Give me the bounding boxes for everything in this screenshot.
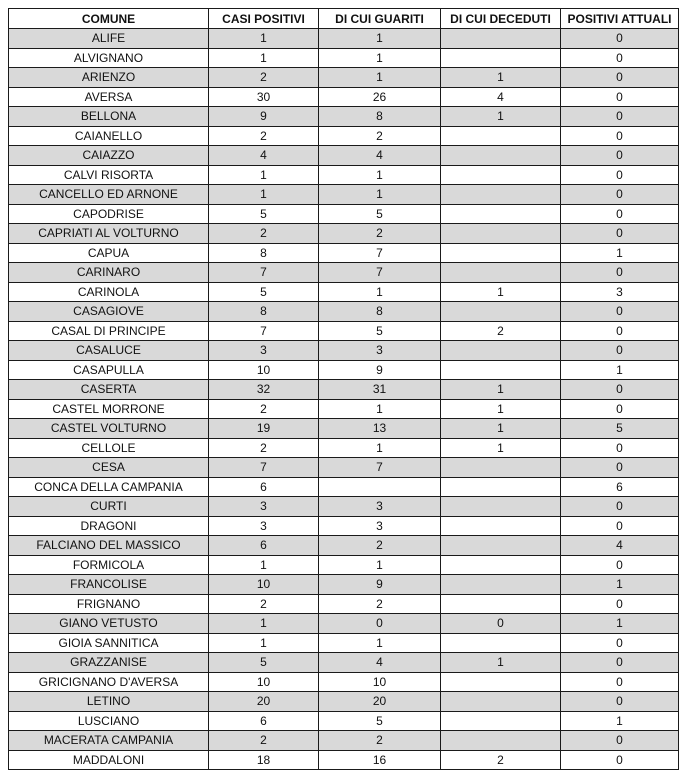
- table-row: [9, 497, 679, 517]
- cell-casi-positivi: 2: [209, 399, 319, 419]
- table-row: [9, 185, 679, 205]
- cell-positivi-attuali: 1: [561, 614, 679, 634]
- cell-positivi-attuali: 0: [561, 438, 679, 458]
- table-row: [9, 165, 679, 185]
- table-row: [9, 458, 679, 478]
- cell-deceduti: [441, 302, 561, 322]
- cell-deceduti: [441, 458, 561, 478]
- cell-deceduti: [441, 165, 561, 185]
- cell-positivi-attuali: 0: [561, 224, 679, 244]
- cell-guariti: 0: [319, 614, 441, 634]
- cell-comune: FRANCOLISE: [9, 575, 209, 595]
- cell-comune: CESA: [9, 458, 209, 478]
- cell-casi-positivi: 10: [209, 575, 319, 595]
- table-row: [9, 107, 679, 127]
- cell-positivi-attuali: 0: [561, 48, 679, 68]
- cell-guariti: 1: [319, 399, 441, 419]
- cell-positivi-attuali: 0: [561, 380, 679, 400]
- cell-positivi-attuali: 0: [561, 165, 679, 185]
- cell-positivi-attuali: 0: [561, 633, 679, 653]
- cell-guariti: 2: [319, 224, 441, 244]
- table-row: [9, 711, 679, 731]
- cell-deceduti: [441, 575, 561, 595]
- cell-deceduti: [441, 672, 561, 692]
- cell-guariti: 7: [319, 243, 441, 263]
- cell-positivi-attuali: 0: [561, 672, 679, 692]
- cell-comune: GIANO VETUSTO: [9, 614, 209, 634]
- cell-casi-positivi: 1: [209, 165, 319, 185]
- cell-comune: FALCIANO DEL MASSICO: [9, 536, 209, 556]
- table-row: [9, 126, 679, 146]
- cell-deceduti: 1: [441, 419, 561, 439]
- cell-comune: CAIAZZO: [9, 146, 209, 166]
- cell-deceduti: [441, 185, 561, 205]
- covid-cases-table: [8, 8, 679, 770]
- cell-positivi-attuali: 0: [561, 497, 679, 517]
- cell-casi-positivi: 7: [209, 458, 319, 478]
- table-row: [9, 29, 679, 49]
- cell-comune: CARINARO: [9, 263, 209, 283]
- cell-guariti: 1: [319, 633, 441, 653]
- cell-positivi-attuali: 1: [561, 360, 679, 380]
- cell-casi-positivi: 1: [209, 29, 319, 49]
- cell-guariti: 13: [319, 419, 441, 439]
- cell-casi-positivi: 6: [209, 477, 319, 497]
- cell-comune: CASAL DI PRINCIPE: [9, 321, 209, 341]
- cell-comune: CASTEL VOLTURNO: [9, 419, 209, 439]
- cell-comune: FRIGNANO: [9, 594, 209, 614]
- cell-comune: CANCELLO ED ARNONE: [9, 185, 209, 205]
- cell-positivi-attuali: 0: [561, 653, 679, 673]
- table-row: [9, 282, 679, 302]
- cell-deceduti: [441, 692, 561, 712]
- header-casi-positivi: CASI POSITIVI: [209, 9, 319, 29]
- cell-deceduti: 1: [441, 68, 561, 88]
- cell-positivi-attuali: 0: [561, 341, 679, 361]
- cell-deceduti: 1: [441, 399, 561, 419]
- cell-guariti: 5: [319, 321, 441, 341]
- cell-guariti: 9: [319, 575, 441, 595]
- cell-positivi-attuali: 3: [561, 282, 679, 302]
- cell-deceduti: 2: [441, 750, 561, 770]
- cell-casi-positivi: 2: [209, 594, 319, 614]
- cell-casi-positivi: 8: [209, 243, 319, 263]
- table-row: [9, 731, 679, 751]
- table-row: [9, 555, 679, 575]
- cell-casi-positivi: 30: [209, 87, 319, 107]
- header-deceduti: DI CUI DECEDUTI: [441, 9, 561, 29]
- cell-positivi-attuali: 0: [561, 399, 679, 419]
- table-row: [9, 672, 679, 692]
- cell-comune: CASERTA: [9, 380, 209, 400]
- cell-positivi-attuali: 0: [561, 458, 679, 478]
- cell-guariti: 1: [319, 48, 441, 68]
- cell-deceduti: [441, 126, 561, 146]
- cell-casi-positivi: 5: [209, 282, 319, 302]
- cell-deceduti: [441, 594, 561, 614]
- table-row: [9, 653, 679, 673]
- cell-guariti: 1: [319, 555, 441, 575]
- cell-deceduti: 1: [441, 107, 561, 127]
- cell-positivi-attuali: 0: [561, 321, 679, 341]
- table-row: [9, 633, 679, 653]
- cell-guariti: 2: [319, 731, 441, 751]
- cell-positivi-attuali: 0: [561, 146, 679, 166]
- cell-deceduti: [441, 341, 561, 361]
- cell-casi-positivi: 20: [209, 692, 319, 712]
- table-row: [9, 750, 679, 770]
- cell-guariti: 1: [319, 29, 441, 49]
- table-row: [9, 146, 679, 166]
- cell-comune: BELLONA: [9, 107, 209, 127]
- cell-positivi-attuali: 4: [561, 536, 679, 556]
- cell-guariti: 2: [319, 536, 441, 556]
- table-row: [9, 87, 679, 107]
- cell-casi-positivi: 19: [209, 419, 319, 439]
- table-row: [9, 204, 679, 224]
- table-row: [9, 68, 679, 88]
- cell-deceduti: 1: [441, 653, 561, 673]
- cell-positivi-attuali: 0: [561, 185, 679, 205]
- cell-deceduti: [441, 497, 561, 517]
- cell-guariti: 5: [319, 711, 441, 731]
- cell-positivi-attuali: 0: [561, 731, 679, 751]
- cell-casi-positivi: 4: [209, 146, 319, 166]
- cell-guariti: 3: [319, 516, 441, 536]
- cell-positivi-attuali: 6: [561, 477, 679, 497]
- header-row: [9, 9, 679, 29]
- cell-guariti: 8: [319, 107, 441, 127]
- cell-positivi-attuali: 1: [561, 711, 679, 731]
- table-row: [9, 438, 679, 458]
- cell-comune: CAPRIATI AL VOLTURNO: [9, 224, 209, 244]
- cell-guariti: 16: [319, 750, 441, 770]
- cell-casi-positivi: 32: [209, 380, 319, 400]
- cell-casi-positivi: 9: [209, 107, 319, 127]
- cell-guariti: 26: [319, 87, 441, 107]
- cell-positivi-attuali: 1: [561, 575, 679, 595]
- cell-deceduti: [441, 263, 561, 283]
- cell-deceduti: [441, 711, 561, 731]
- cell-casi-positivi: 10: [209, 672, 319, 692]
- cell-casi-positivi: 3: [209, 516, 319, 536]
- cell-casi-positivi: 6: [209, 536, 319, 556]
- header-comune: COMUNE: [9, 9, 209, 29]
- cell-guariti: 7: [319, 458, 441, 478]
- cell-comune: ARIENZO: [9, 68, 209, 88]
- table-row: [9, 321, 679, 341]
- cell-comune: CALVI RISORTA: [9, 165, 209, 185]
- cell-guariti: 9: [319, 360, 441, 380]
- cell-comune: LETINO: [9, 692, 209, 712]
- cell-positivi-attuali: 0: [561, 87, 679, 107]
- cell-comune: GRICIGNANO D'AVERSA: [9, 672, 209, 692]
- cell-deceduti: [441, 633, 561, 653]
- cell-comune: CAIANELLO: [9, 126, 209, 146]
- table-row: [9, 419, 679, 439]
- cell-positivi-attuali: 0: [561, 204, 679, 224]
- table-row: [9, 302, 679, 322]
- cell-comune: GRAZZANISE: [9, 653, 209, 673]
- cell-casi-positivi: 6: [209, 711, 319, 731]
- table-row: [9, 224, 679, 244]
- table-row: [9, 575, 679, 595]
- cell-guariti: 2: [319, 594, 441, 614]
- cell-comune: CASAGIOVE: [9, 302, 209, 322]
- table-row: [9, 516, 679, 536]
- cell-casi-positivi: 7: [209, 263, 319, 283]
- cell-guariti: 31: [319, 380, 441, 400]
- cell-deceduti: [441, 29, 561, 49]
- cell-deceduti: [441, 360, 561, 380]
- cell-casi-positivi: 1: [209, 555, 319, 575]
- cell-comune: CURTI: [9, 497, 209, 517]
- cell-deceduti: [441, 146, 561, 166]
- cell-casi-positivi: 1: [209, 633, 319, 653]
- table-row: [9, 48, 679, 68]
- cell-guariti: 5: [319, 204, 441, 224]
- cell-comune: CASALUCE: [9, 341, 209, 361]
- cell-positivi-attuali: 0: [561, 750, 679, 770]
- cell-comune: CASAPULLA: [9, 360, 209, 380]
- table-row: [9, 263, 679, 283]
- table-row: [9, 380, 679, 400]
- table-row: [9, 243, 679, 263]
- cell-deceduti: [441, 48, 561, 68]
- cell-casi-positivi: 1: [209, 185, 319, 205]
- table-row: [9, 360, 679, 380]
- cell-comune: LUSCIANO: [9, 711, 209, 731]
- cell-casi-positivi: 5: [209, 204, 319, 224]
- cell-comune: FORMICOLA: [9, 555, 209, 575]
- cell-casi-positivi: 2: [209, 731, 319, 751]
- cell-deceduti: 4: [441, 87, 561, 107]
- table-row: [9, 399, 679, 419]
- cell-deceduti: [441, 536, 561, 556]
- cell-positivi-attuali: 0: [561, 302, 679, 322]
- cell-comune: CELLOLE: [9, 438, 209, 458]
- cell-guariti: 1: [319, 68, 441, 88]
- cell-guariti: 4: [319, 653, 441, 673]
- cell-guariti: 3: [319, 497, 441, 517]
- cell-positivi-attuali: 0: [561, 29, 679, 49]
- cell-guariti: [319, 477, 441, 497]
- table-row: [9, 477, 679, 497]
- cell-guariti: 3: [319, 341, 441, 361]
- cell-deceduti: [441, 555, 561, 575]
- cell-guariti: 1: [319, 282, 441, 302]
- header-positivi-attuali: POSITIVI ATTUALI: [561, 9, 679, 29]
- cell-deceduti: [441, 516, 561, 536]
- cell-positivi-attuali: 0: [561, 555, 679, 575]
- cell-positivi-attuali: 0: [561, 594, 679, 614]
- cell-casi-positivi: 3: [209, 497, 319, 517]
- cell-deceduti: 1: [441, 282, 561, 302]
- cell-guariti: 1: [319, 185, 441, 205]
- cell-deceduti: [441, 224, 561, 244]
- cell-deceduti: [441, 204, 561, 224]
- cell-casi-positivi: 1: [209, 614, 319, 634]
- cell-positivi-attuali: 0: [561, 263, 679, 283]
- cell-deceduti: [441, 731, 561, 751]
- cell-positivi-attuali: 0: [561, 107, 679, 127]
- cell-positivi-attuali: 0: [561, 516, 679, 536]
- cell-casi-positivi: 2: [209, 224, 319, 244]
- cell-comune: CAPODRISE: [9, 204, 209, 224]
- cell-guariti: 7: [319, 263, 441, 283]
- cell-comune: CAPUA: [9, 243, 209, 263]
- table-body: [9, 29, 679, 770]
- cell-guariti: 4: [319, 146, 441, 166]
- cell-comune: ALIFE: [9, 29, 209, 49]
- cell-casi-positivi: 10: [209, 360, 319, 380]
- table-row: [9, 536, 679, 556]
- cell-comune: DRAGONI: [9, 516, 209, 536]
- cell-guariti: 8: [319, 302, 441, 322]
- cell-positivi-attuali: 1: [561, 243, 679, 263]
- cell-deceduti: 0: [441, 614, 561, 634]
- cell-comune: CONCA DELLA CAMPANIA: [9, 477, 209, 497]
- cell-casi-positivi: 2: [209, 126, 319, 146]
- cell-casi-positivi: 3: [209, 341, 319, 361]
- cell-casi-positivi: 7: [209, 321, 319, 341]
- cell-comune: CASTEL MORRONE: [9, 399, 209, 419]
- cell-positivi-attuali: 0: [561, 126, 679, 146]
- table-row: [9, 594, 679, 614]
- cell-comune: ALVIGNANO: [9, 48, 209, 68]
- cell-comune: MACERATA CAMPANIA: [9, 731, 209, 751]
- cell-casi-positivi: 8: [209, 302, 319, 322]
- cell-comune: AVERSA: [9, 87, 209, 107]
- header-guariti: DI CUI GUARITI: [319, 9, 441, 29]
- cell-guariti: 1: [319, 165, 441, 185]
- cell-comune: MADDALONI: [9, 750, 209, 770]
- cell-casi-positivi: 2: [209, 68, 319, 88]
- cell-positivi-attuali: 0: [561, 68, 679, 88]
- cell-guariti: 20: [319, 692, 441, 712]
- cell-positivi-attuali: 5: [561, 419, 679, 439]
- cell-deceduti: 2: [441, 321, 561, 341]
- cell-positivi-attuali: 0: [561, 692, 679, 712]
- cell-guariti: 10: [319, 672, 441, 692]
- cell-deceduti: 1: [441, 380, 561, 400]
- cell-comune: GIOIA SANNITICA: [9, 633, 209, 653]
- cell-casi-positivi: 1: [209, 48, 319, 68]
- cell-casi-positivi: 18: [209, 750, 319, 770]
- cell-guariti: 2: [319, 126, 441, 146]
- table-row: [9, 614, 679, 634]
- cell-comune: CARINOLA: [9, 282, 209, 302]
- table-row: [9, 341, 679, 361]
- table-row: [9, 692, 679, 712]
- cell-casi-positivi: 5: [209, 653, 319, 673]
- cell-guariti: 1: [319, 438, 441, 458]
- cell-deceduti: [441, 243, 561, 263]
- cell-deceduti: 1: [441, 438, 561, 458]
- cell-deceduti: [441, 477, 561, 497]
- cell-casi-positivi: 2: [209, 438, 319, 458]
